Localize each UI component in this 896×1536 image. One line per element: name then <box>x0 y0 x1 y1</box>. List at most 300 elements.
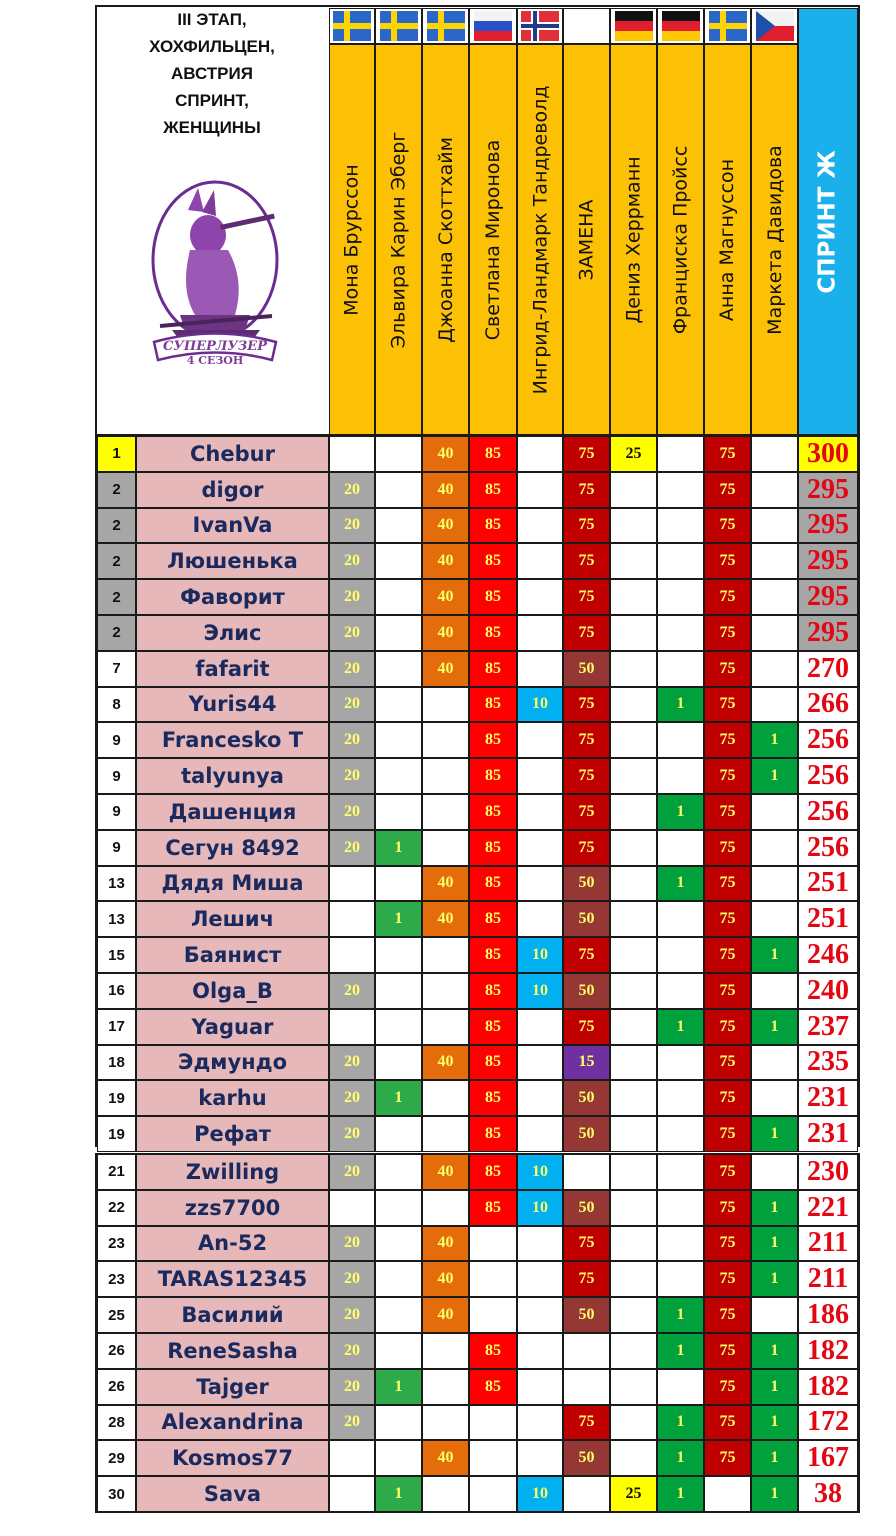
points-cell: 85 <box>469 866 517 902</box>
player-name-cell: Tajger <box>136 1369 329 1405</box>
points-cell <box>517 1226 563 1262</box>
athlete-name-label: Ингрид-Ландмарк Тандреволд <box>529 85 552 394</box>
points-cell: 20 <box>329 615 375 651</box>
points-cell: 75 <box>563 758 610 794</box>
points-cell: 10 <box>517 973 563 1009</box>
points-cell <box>375 1190 422 1226</box>
total-score-cell: 266 <box>798 687 858 723</box>
points-cell: 1 <box>657 687 704 723</box>
total-score-cell: 231 <box>798 1116 858 1152</box>
flag-russia-icon <box>469 8 517 44</box>
points-cell <box>751 1080 798 1116</box>
total-score-cell: 167 <box>798 1440 858 1476</box>
points-cell: 75 <box>563 1405 610 1441</box>
points-cell <box>375 1261 422 1297</box>
points-cell: 75 <box>704 579 751 615</box>
stage-title-line: ХОХФИЛЬЦЕН, <box>149 37 275 56</box>
points-cell: 50 <box>563 1080 610 1116</box>
total-score-cell: 295 <box>798 543 858 579</box>
athlete-name-label: Эльвира Карин Эберг <box>387 131 410 348</box>
player-name-cell: talyunya <box>136 758 329 794</box>
points-cell: 85 <box>469 579 517 615</box>
total-score-cell: 211 <box>798 1261 858 1297</box>
points-cell <box>610 1405 657 1441</box>
stage-title-line: III ЭТАП, <box>177 10 247 29</box>
points-cell <box>751 579 798 615</box>
points-cell: 40 <box>422 651 469 687</box>
rank-cell: 9 <box>97 722 136 758</box>
points-cell <box>517 543 563 579</box>
points-cell <box>657 543 704 579</box>
points-cell <box>375 758 422 794</box>
player-name-cell: Zwilling <box>136 1154 329 1190</box>
total-score-cell: 295 <box>798 508 858 544</box>
points-cell <box>610 937 657 973</box>
points-cell <box>375 1333 422 1369</box>
points-cell <box>517 758 563 794</box>
stage-title-line: АВСТРИЯ <box>171 64 253 83</box>
points-cell: 1 <box>751 1261 798 1297</box>
rank-cell: 16 <box>97 973 136 1009</box>
points-cell: 85 <box>469 794 517 830</box>
points-cell: 20 <box>329 1333 375 1369</box>
points-cell: 1 <box>751 1369 798 1405</box>
points-cell <box>422 1190 469 1226</box>
points-cell: 1 <box>751 1190 798 1226</box>
points-cell: 20 <box>329 1405 375 1441</box>
points-cell: 20 <box>329 758 375 794</box>
rank-cell: 7 <box>97 651 136 687</box>
points-cell: 75 <box>563 830 610 866</box>
points-cell <box>469 1476 517 1512</box>
rank-cell: 18 <box>97 1045 136 1081</box>
points-cell: 75 <box>704 794 751 830</box>
points-cell: 20 <box>329 722 375 758</box>
points-cell: 20 <box>329 687 375 723</box>
points-cell <box>375 1116 422 1152</box>
athlete-name-label: Дениз Херрманн <box>622 155 645 324</box>
points-cell <box>329 1476 375 1512</box>
points-cell <box>563 1333 610 1369</box>
points-cell <box>751 508 798 544</box>
points-cell <box>610 615 657 651</box>
total-score-cell: 270 <box>798 651 858 687</box>
points-cell: 20 <box>329 1045 375 1081</box>
points-cell <box>563 1476 610 1512</box>
flag-empty-slot <box>563 8 610 44</box>
player-name-cell: Василий <box>136 1297 329 1333</box>
rank-cell: 25 <box>97 1297 136 1333</box>
total-score-cell: 300 <box>798 436 858 472</box>
points-cell: 1 <box>657 794 704 830</box>
points-cell: 10 <box>517 937 563 973</box>
points-cell: 1 <box>657 1009 704 1045</box>
points-cell <box>469 1226 517 1262</box>
rank-cell: 13 <box>97 901 136 937</box>
total-score-cell: 221 <box>798 1190 858 1226</box>
points-cell <box>375 651 422 687</box>
points-cell: 75 <box>704 1226 751 1262</box>
points-cell: 85 <box>469 1369 517 1405</box>
points-cell: 75 <box>704 866 751 902</box>
points-cell <box>375 1009 422 1045</box>
points-cell <box>657 579 704 615</box>
total-score-cell: 251 <box>798 866 858 902</box>
points-cell <box>610 651 657 687</box>
points-cell <box>329 866 375 902</box>
points-cell: 75 <box>563 794 610 830</box>
flag-sweden-icon <box>422 8 469 44</box>
points-cell: 10 <box>517 1190 563 1226</box>
points-cell <box>517 1297 563 1333</box>
points-cell <box>422 1116 469 1152</box>
rank-cell: 19 <box>97 1080 136 1116</box>
points-cell <box>469 1297 517 1333</box>
points-cell: 85 <box>469 1333 517 1369</box>
points-cell: 75 <box>563 722 610 758</box>
player-name-cell: Yuris44 <box>136 687 329 723</box>
points-cell: 40 <box>422 472 469 508</box>
points-cell <box>517 651 563 687</box>
rank-cell: 2 <box>97 472 136 508</box>
points-cell: 40 <box>422 866 469 902</box>
player-name-cell: Сегун 8492 <box>136 830 329 866</box>
points-cell: 85 <box>469 1154 517 1190</box>
points-cell: 1 <box>751 1440 798 1476</box>
points-cell <box>563 1369 610 1405</box>
stage-title-line: СПРИНТ, <box>175 91 249 110</box>
total-score-cell: 256 <box>798 830 858 866</box>
total-score-cell: 230 <box>798 1154 858 1190</box>
points-cell: 20 <box>329 794 375 830</box>
points-cell: 1 <box>751 1405 798 1441</box>
points-cell: 75 <box>704 436 751 472</box>
athlete-header <box>704 44 751 435</box>
points-cell: 20 <box>329 1261 375 1297</box>
flag-germany-icon <box>610 8 657 44</box>
points-cell: 1 <box>751 722 798 758</box>
points-cell: 85 <box>469 687 517 723</box>
points-cell: 75 <box>563 472 610 508</box>
athlete-name-label: Джоанна Скоттхайм <box>434 136 457 343</box>
points-cell <box>375 579 422 615</box>
points-cell <box>610 1116 657 1152</box>
points-cell: 20 <box>329 1369 375 1405</box>
points-cell: 50 <box>563 1297 610 1333</box>
points-cell: 40 <box>422 1297 469 1333</box>
total-score-cell: 172 <box>798 1405 858 1441</box>
points-cell <box>704 1476 751 1512</box>
points-cell <box>375 1154 422 1190</box>
athlete-header <box>469 44 517 435</box>
points-cell: 10 <box>517 687 563 723</box>
points-cell <box>375 1297 422 1333</box>
points-cell <box>657 830 704 866</box>
points-cell: 40 <box>422 436 469 472</box>
points-cell <box>751 687 798 723</box>
points-cell: 75 <box>704 1190 751 1226</box>
points-cell: 85 <box>469 543 517 579</box>
points-cell: 15 <box>563 1045 610 1081</box>
total-score-cell: 235 <box>798 1045 858 1081</box>
rank-cell: 8 <box>97 687 136 723</box>
points-cell <box>422 758 469 794</box>
points-cell <box>751 973 798 1009</box>
points-cell <box>469 1405 517 1441</box>
points-cell: 40 <box>422 508 469 544</box>
rank-cell: 17 <box>97 1009 136 1045</box>
points-cell <box>610 1226 657 1262</box>
points-cell <box>657 758 704 794</box>
points-cell <box>375 508 422 544</box>
total-score-cell: 211 <box>798 1226 858 1262</box>
points-cell <box>751 472 798 508</box>
points-cell <box>657 651 704 687</box>
points-cell <box>517 1045 563 1081</box>
points-cell <box>610 1045 657 1081</box>
points-cell: 20 <box>329 651 375 687</box>
points-cell <box>517 901 563 937</box>
points-cell <box>329 1009 375 1045</box>
hare-biathlete-trophy-icon <box>150 180 280 365</box>
total-score-cell: 38 <box>798 1476 858 1512</box>
points-cell <box>657 1226 704 1262</box>
points-cell <box>610 1333 657 1369</box>
points-cell <box>751 543 798 579</box>
points-cell <box>610 830 657 866</box>
points-cell: 75 <box>704 758 751 794</box>
points-cell: 20 <box>329 1116 375 1152</box>
points-cell <box>517 794 563 830</box>
points-cell: 40 <box>422 1045 469 1081</box>
points-cell: 85 <box>469 830 517 866</box>
athlete-header <box>563 44 610 435</box>
points-cell <box>657 508 704 544</box>
points-cell: 75 <box>563 1226 610 1262</box>
points-cell <box>375 937 422 973</box>
points-cell: 75 <box>563 508 610 544</box>
total-score-cell: 231 <box>798 1080 858 1116</box>
points-cell <box>517 1261 563 1297</box>
points-cell <box>422 1369 469 1405</box>
rank-cell: 29 <box>97 1440 136 1476</box>
points-cell: 40 <box>422 1440 469 1476</box>
points-cell <box>657 436 704 472</box>
points-cell <box>657 722 704 758</box>
rank-cell: 9 <box>97 758 136 794</box>
points-cell: 85 <box>469 758 517 794</box>
player-name-cell: An-52 <box>136 1226 329 1262</box>
points-cell: 75 <box>704 543 751 579</box>
points-cell <box>517 1440 563 1476</box>
points-cell <box>657 1190 704 1226</box>
total-score-cell: 295 <box>798 615 858 651</box>
points-cell: 50 <box>563 651 610 687</box>
points-cell: 20 <box>329 1080 375 1116</box>
points-cell: 75 <box>704 1116 751 1152</box>
points-cell <box>657 615 704 651</box>
points-cell <box>517 866 563 902</box>
points-cell <box>422 1476 469 1512</box>
points-cell <box>610 1154 657 1190</box>
player-name-cell: Sava <box>136 1476 329 1512</box>
points-cell: 1 <box>657 1297 704 1333</box>
player-name-cell: Kosmos77 <box>136 1440 329 1476</box>
athlete-name-label: Франциска Пройсс <box>669 145 692 334</box>
points-cell <box>517 1080 563 1116</box>
player-name-cell: Лешич <box>136 901 329 937</box>
points-cell <box>610 901 657 937</box>
total-score-cell: 182 <box>798 1333 858 1369</box>
points-cell: 75 <box>704 937 751 973</box>
points-cell <box>422 830 469 866</box>
points-cell: 75 <box>704 472 751 508</box>
points-cell <box>422 1405 469 1441</box>
points-cell: 25 <box>610 1476 657 1512</box>
points-cell <box>751 901 798 937</box>
points-cell: 85 <box>469 1116 517 1152</box>
points-cell <box>517 1405 563 1441</box>
points-cell: 20 <box>329 579 375 615</box>
player-name-cell: Дашенция <box>136 794 329 830</box>
stage-title <box>96 6 328 141</box>
points-cell <box>329 901 375 937</box>
points-cell: 85 <box>469 472 517 508</box>
rank-cell: 9 <box>97 830 136 866</box>
athlete-name-label: ЗАМЕНА <box>575 199 598 280</box>
total-score-cell: 251 <box>798 901 858 937</box>
points-cell: 75 <box>704 508 751 544</box>
points-cell <box>422 937 469 973</box>
points-cell: 1 <box>375 830 422 866</box>
points-cell <box>329 1440 375 1476</box>
points-cell: 1 <box>375 1476 422 1512</box>
points-cell: 1 <box>751 1009 798 1045</box>
points-cell <box>751 436 798 472</box>
flag-norway-icon <box>517 8 563 44</box>
points-cell <box>329 436 375 472</box>
points-cell: 1 <box>657 1405 704 1441</box>
player-name-cell: TARAS12345 <box>136 1261 329 1297</box>
player-name-cell: ReneSasha <box>136 1333 329 1369</box>
points-cell <box>375 472 422 508</box>
athlete-header <box>375 44 422 435</box>
points-cell <box>751 1045 798 1081</box>
logo-subtext: 4 СЕЗОН <box>186 354 244 365</box>
total-score-cell: 182 <box>798 1369 858 1405</box>
athlete-header <box>329 44 375 435</box>
player-name-cell: Francesko T <box>136 722 329 758</box>
points-cell: 40 <box>422 579 469 615</box>
points-cell: 40 <box>422 1226 469 1262</box>
total-score-cell: 237 <box>798 1009 858 1045</box>
flag-czech-icon <box>751 8 798 44</box>
points-cell <box>517 1369 563 1405</box>
rank-cell: 1 <box>97 436 136 472</box>
points-cell: 1 <box>657 1333 704 1369</box>
points-cell <box>375 1045 422 1081</box>
rank-cell: 2 <box>97 615 136 651</box>
points-cell <box>610 1080 657 1116</box>
points-cell <box>751 1297 798 1333</box>
points-cell: 50 <box>563 1440 610 1476</box>
points-cell <box>610 543 657 579</box>
athlete-header <box>610 44 657 435</box>
rank-cell: 23 <box>97 1261 136 1297</box>
player-name-cell: Yaguar <box>136 1009 329 1045</box>
athlete-name-label: Мона Брурссон <box>341 163 363 316</box>
points-cell: 50 <box>563 973 610 1009</box>
total-score-cell: 256 <box>798 722 858 758</box>
points-cell <box>517 436 563 472</box>
points-cell: 75 <box>704 901 751 937</box>
points-cell: 75 <box>704 1045 751 1081</box>
points-cell <box>517 1116 563 1152</box>
points-cell <box>610 579 657 615</box>
points-cell <box>469 1440 517 1476</box>
athlete-name-label: Анна Магнуссон <box>716 158 739 321</box>
rank-cell: 2 <box>97 508 136 544</box>
points-cell: 75 <box>563 543 610 579</box>
rank-cell: 30 <box>97 1476 136 1512</box>
points-cell: 1 <box>751 1116 798 1152</box>
points-cell: 75 <box>704 615 751 651</box>
points-cell <box>610 472 657 508</box>
points-cell: 75 <box>704 1261 751 1297</box>
points-cell <box>657 901 704 937</box>
points-cell: 75 <box>563 1009 610 1045</box>
total-score-cell: 295 <box>798 579 858 615</box>
points-cell: 85 <box>469 973 517 1009</box>
points-cell <box>422 1009 469 1045</box>
points-cell <box>751 794 798 830</box>
points-cell: 85 <box>469 722 517 758</box>
points-cell: 85 <box>469 937 517 973</box>
points-cell <box>657 1080 704 1116</box>
athlete-header <box>657 44 704 435</box>
points-cell <box>610 508 657 544</box>
points-cell: 75 <box>563 937 610 973</box>
points-cell <box>375 1440 422 1476</box>
points-cell: 1 <box>751 937 798 973</box>
points-cell: 75 <box>704 1405 751 1441</box>
points-cell: 75 <box>563 1261 610 1297</box>
points-cell <box>375 973 422 1009</box>
player-name-cell: Баянист <box>136 937 329 973</box>
points-cell: 1 <box>375 901 422 937</box>
points-cell <box>422 794 469 830</box>
points-cell: 50 <box>563 866 610 902</box>
rank-cell: 2 <box>97 579 136 615</box>
points-cell: 1 <box>751 1226 798 1262</box>
points-cell <box>610 722 657 758</box>
player-name-cell: karhu <box>136 1080 329 1116</box>
points-cell: 1 <box>657 866 704 902</box>
points-cell <box>657 973 704 1009</box>
points-cell: 50 <box>563 1116 610 1152</box>
points-cell <box>751 866 798 902</box>
points-cell <box>610 1440 657 1476</box>
points-cell <box>657 1261 704 1297</box>
rank-cell: 21 <box>97 1154 136 1190</box>
points-cell: 50 <box>563 1190 610 1226</box>
points-cell: 40 <box>422 901 469 937</box>
points-cell <box>375 615 422 651</box>
points-cell <box>657 1369 704 1405</box>
total-score-cell: 246 <box>798 937 858 973</box>
total-score-cell: 240 <box>798 973 858 1009</box>
player-name-cell: Эдмундо <box>136 1045 329 1081</box>
